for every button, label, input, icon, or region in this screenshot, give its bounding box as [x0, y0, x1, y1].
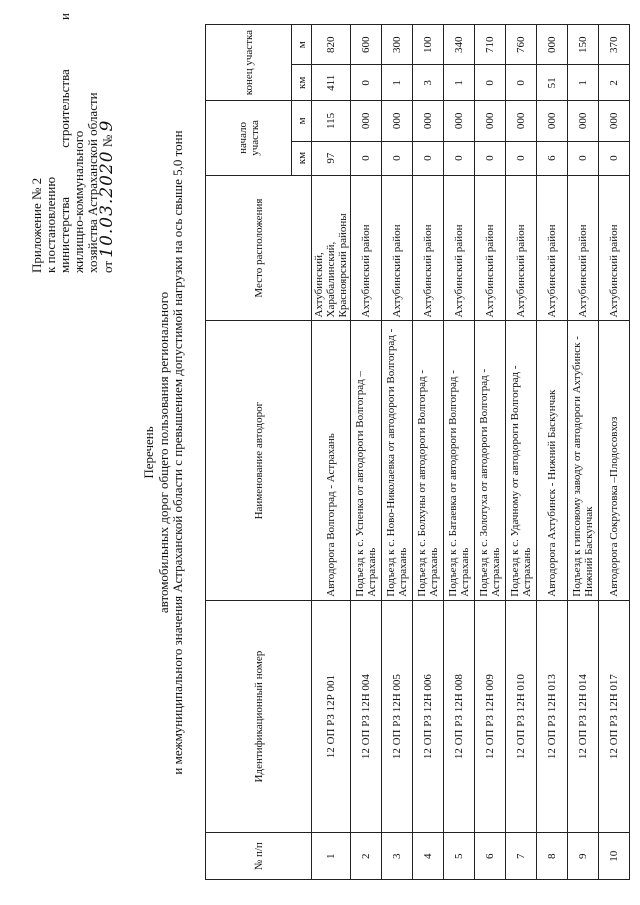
cell-name: Автодорога Ахтубинск - Нижний Баскунчак: [537, 321, 568, 600]
appendix-line: Приложение № 2: [29, 177, 44, 273]
cell-start-km: 6: [537, 141, 568, 175]
handwritten-date: 10.03.2020: [97, 150, 117, 258]
cell-start-km: 97: [312, 141, 351, 175]
table-row: [537, 25, 568, 880]
cell-place: Ахтубинский район: [506, 175, 537, 321]
cell-name: Подъезд к с. Болхуны от автодороги Волгоград - Астрахань: [413, 321, 444, 600]
header-place: Место расположения: [206, 175, 312, 321]
cell-id: 12 ОП РЗ 12Н 010: [506, 600, 537, 833]
cell-end-m: 710: [475, 25, 506, 65]
cell-place: Ахтубинский район: [382, 175, 413, 321]
cell-start-km: 0: [599, 141, 630, 175]
cell-name: Автодорога Сокрутовка –Плодосовхоз: [599, 321, 630, 600]
header-km: км: [292, 141, 312, 175]
appendix-line: министерства строительства и: [57, 13, 72, 273]
cell-id: 12 ОП РЗ 12Р 001: [312, 600, 351, 833]
header-name: Наименование автодорог: [206, 321, 312, 600]
cell-place: Ахтубинский район: [599, 175, 630, 321]
cell-end-m: 370: [599, 25, 630, 65]
cell-start-m: 000: [413, 101, 444, 141]
cell-place: Ахтубинский район: [351, 175, 382, 321]
cell-end-km: 0: [351, 65, 382, 101]
cell-start-km: 0: [444, 141, 475, 175]
header-id: Идентификационный номер: [206, 600, 312, 833]
table-row: [506, 25, 537, 880]
header-end: конец участка: [206, 25, 292, 101]
table-row: [413, 25, 444, 880]
cell-name: Подъезд к с. Золотуха от автодороги Волгоград - Астрахань: [475, 321, 506, 600]
document-title: Перечень: [141, 426, 156, 479]
table-row: [444, 25, 475, 880]
table-row: [351, 25, 382, 880]
table-row: [475, 25, 506, 880]
cell-end-km: 1: [382, 65, 413, 101]
cell-num: 1: [312, 833, 351, 880]
cell-start-m: 000: [599, 101, 630, 141]
appendix-header: [30, 13, 115, 273]
appendix-line: к постановлению: [43, 176, 58, 273]
cell-name: Подъезд к с. Батаевка от автодороги Волгоград - Астрахань: [444, 321, 475, 600]
cell-num: 6: [475, 833, 506, 880]
cell-start-m: 000: [537, 101, 568, 141]
cell-id: 12 ОП РЗ 12Н 017: [599, 600, 630, 833]
handwritten-number: 9: [97, 119, 117, 132]
cell-name: Подъезд к с. Успенка от автодороги Волгоград – Астрахань: [351, 321, 382, 600]
document-title-block: [142, 25, 185, 880]
cell-start-km: 0: [382, 141, 413, 175]
table-header-row: [206, 25, 292, 880]
cell-name: Подъезд к с. Ново-Николаевка от автодороги Волгоград - Астрахань: [382, 321, 413, 600]
cell-id: 12 ОП РЗ 12Н 008: [444, 600, 475, 833]
cell-end-m: 340: [444, 25, 475, 65]
cell-start-km: 0: [351, 141, 382, 175]
cell-id: 12 ОП РЗ 12Н 014: [568, 600, 599, 833]
cell-id: 12 ОП РЗ 12Н 004: [351, 600, 382, 833]
cell-num: 3: [382, 833, 413, 880]
cell-num: 10: [599, 833, 630, 880]
cell-start-m: 000: [382, 101, 413, 141]
cell-start-m: 000: [506, 101, 537, 141]
roads-table: [205, 24, 630, 880]
cell-num: 4: [413, 833, 444, 880]
cell-num: 5: [444, 833, 475, 880]
appendix-line: хозяйства Астраханской области: [85, 92, 100, 273]
number-prefix: №: [100, 134, 115, 148]
cell-end-km: 2: [599, 65, 630, 101]
cell-place: Ахтубинский, Харабалинский, Красноярский районы: [312, 175, 351, 321]
cell-place: Ахтубинский район: [537, 175, 568, 321]
cell-place: Ахтубинский район: [475, 175, 506, 321]
header-m: м: [292, 25, 312, 65]
cell-place: Ахтубинский район: [444, 175, 475, 321]
cell-end-m: 300: [382, 25, 413, 65]
cell-start-km: 0: [568, 141, 599, 175]
date-prefix: от: [100, 260, 115, 273]
cell-name: Автодорога Волгоград - Астрахань: [312, 321, 351, 600]
header-start: начало участка: [206, 101, 292, 175]
table-row: [312, 25, 351, 880]
cell-end-km: 0: [475, 65, 506, 101]
cell-id: 12 ОП РЗ 12Н 009: [475, 600, 506, 833]
cell-start-m: 115: [312, 101, 351, 141]
cell-num: 7: [506, 833, 537, 880]
cell-end-km: 0: [506, 65, 537, 101]
cell-name: Подъезд к гипсовому заводу от автодороги Ахтубинск - Нижний Баскунчак: [568, 321, 599, 600]
cell-end-m: 600: [351, 25, 382, 65]
cell-end-km: 51: [537, 65, 568, 101]
cell-end-km: 1: [568, 65, 599, 101]
cell-num: 8: [537, 833, 568, 880]
cell-place: Ахтубинский район: [568, 175, 599, 321]
cell-start-m: 000: [475, 101, 506, 141]
cell-id: 12 ОП РЗ 12Н 013: [537, 600, 568, 833]
cell-place: Ахтубинский район: [413, 175, 444, 321]
cell-end-km: 1: [444, 65, 475, 101]
cell-num: 9: [568, 833, 599, 880]
cell-start-km: 0: [506, 141, 537, 175]
table-row: [599, 25, 630, 880]
cell-id: 12 ОП РЗ 12Н 006: [413, 600, 444, 833]
cell-end-km: 3: [413, 65, 444, 101]
cell-start-m: 000: [444, 101, 475, 141]
header-m: м: [292, 101, 312, 141]
appendix-date-line: [97, 13, 117, 273]
header-num: № п/п: [206, 833, 312, 880]
cell-end-m: 150: [568, 25, 599, 65]
table-row: [382, 25, 413, 880]
cell-start-km: 0: [475, 141, 506, 175]
header-km: км: [292, 65, 312, 101]
appendix-line: жилищно-коммунального: [71, 130, 86, 273]
table-row: [568, 25, 599, 880]
cell-end-m: 820: [312, 25, 351, 65]
cell-start-m: 000: [351, 101, 382, 141]
cell-end-m: 100: [413, 25, 444, 65]
document-subtitle: автомобильных дорог общего пользования регионального: [156, 291, 171, 614]
cell-num: 2: [351, 833, 382, 880]
cell-id: 12 ОП РЗ 12Н 005: [382, 600, 413, 833]
cell-end-m: 000: [537, 25, 568, 65]
cell-start-m: 000: [568, 101, 599, 141]
cell-name: Подъезд к с. Удачному от автодороги Волгоград - Астрахань: [506, 321, 537, 600]
cell-end-km: 411: [312, 65, 351, 101]
cell-start-km: 0: [413, 141, 444, 175]
cell-end-m: 760: [506, 25, 537, 65]
document-subtitle: и межмуниципального значения Астраханской области с превышением допустимой нагрузки на ось свыше 5,0 тонн: [170, 130, 185, 775]
